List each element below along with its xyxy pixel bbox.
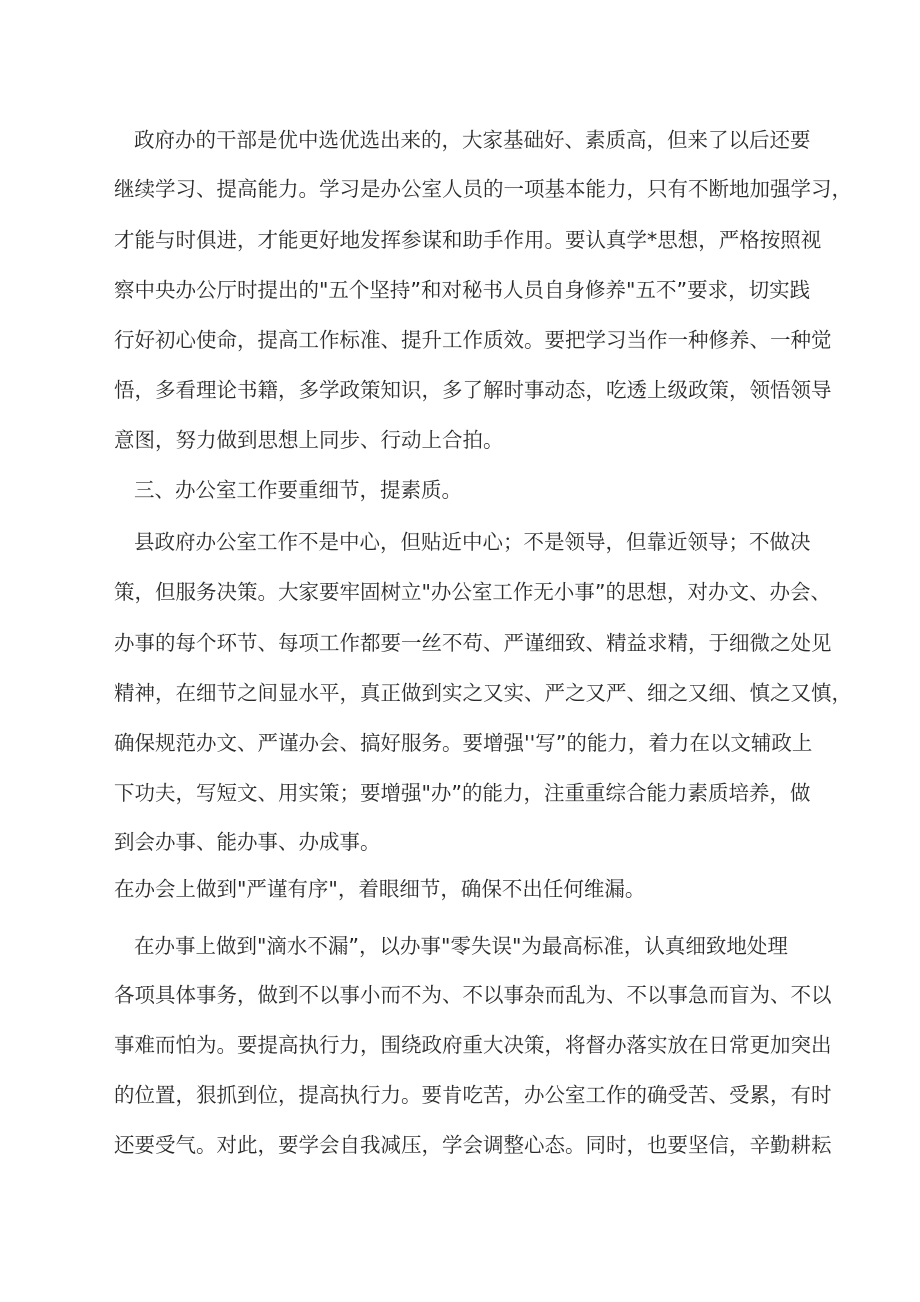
text-line: 办事的每个环节、每项工作都要一丝不苟、严谨细致、精益求精，于细微之处见 bbox=[114, 631, 832, 655]
text-line: 还要受气。对此，要学会自我减压，学会调整心态。同时，也要坚信，辛勤耕耘 bbox=[114, 1133, 832, 1157]
text-line: 的位置，狠抓到位，提高执行力。要肯吃苦，办公室工作的确受苦、受累，有时 bbox=[114, 1083, 832, 1107]
text-line: 在办会上做到"严谨有序"，着眼细节，确保不出任何维漏。 bbox=[114, 877, 646, 901]
text-line: 在办事上做到"滴水不漏”，以办事"零失误"为最高标准，认真细致地处理 bbox=[134, 934, 788, 958]
text-line: 继续学习、提高能力。学习是办公室人员的一项基本能力，只有不断地加强学习， bbox=[114, 177, 852, 201]
text-line: 下功夫，写短文、用实策；要增强"办”的能力，注重重综合能力素质培养，做 bbox=[114, 781, 811, 805]
text-line: 各项具体事务，做到不以事小而不为、不以事杂而乱为、不以事急而盲为、不以 bbox=[114, 983, 832, 1007]
text-line: 才能与时俱进，才能更好地发挥参谋和助手作用。要认真学*思想，严格按照视 bbox=[114, 228, 822, 252]
text-line: 察中央办公厅时提出的"五个坚持”和对秘书人员自身修养"五不”要求，切实践 bbox=[114, 278, 811, 302]
text-line: 到会办事、能办事、办成事。 bbox=[114, 830, 381, 854]
text-line: 县政府办公室工作不是中心，但贴近中心；不是领导，但靠近领导；不做决 bbox=[134, 530, 811, 554]
text-line: 精神，在细节之间显水平，真正做到实之又实、严之又严、细之又细、慎之又慎， bbox=[114, 681, 852, 705]
text-line: 策，但服务决策。大家要牢固树立"办公室工作无小事”的思想，对办文、办会、 bbox=[114, 580, 832, 604]
text-line: 意图，努力做到思想上同步、行动上合拍。 bbox=[114, 428, 504, 452]
text-line: 事难而怕为。要提高执行力，围绕政府重大决策，将督办落实放在日常更加突出 bbox=[114, 1033, 832, 1057]
text-line: 行好初心使命，提高工作标准、提升工作质效。要把学习当作一种修养、一种觉 bbox=[114, 328, 832, 352]
text-line: 政府办的干部是优中选优选出来的，大家基础好、素质高，但来了以后还要 bbox=[134, 128, 811, 152]
text-line: 确保规范办文、严谨办会、搞好服务。要增强''写”的能力，着力在以文辅政上 bbox=[114, 731, 813, 755]
text-line: 悟，多看理论书籍，多学政策知识，多了解时事动态，吃透上级政策，领悟领导 bbox=[114, 378, 832, 402]
section-heading: 三、办公室工作要重细节，提素质。 bbox=[134, 478, 462, 502]
